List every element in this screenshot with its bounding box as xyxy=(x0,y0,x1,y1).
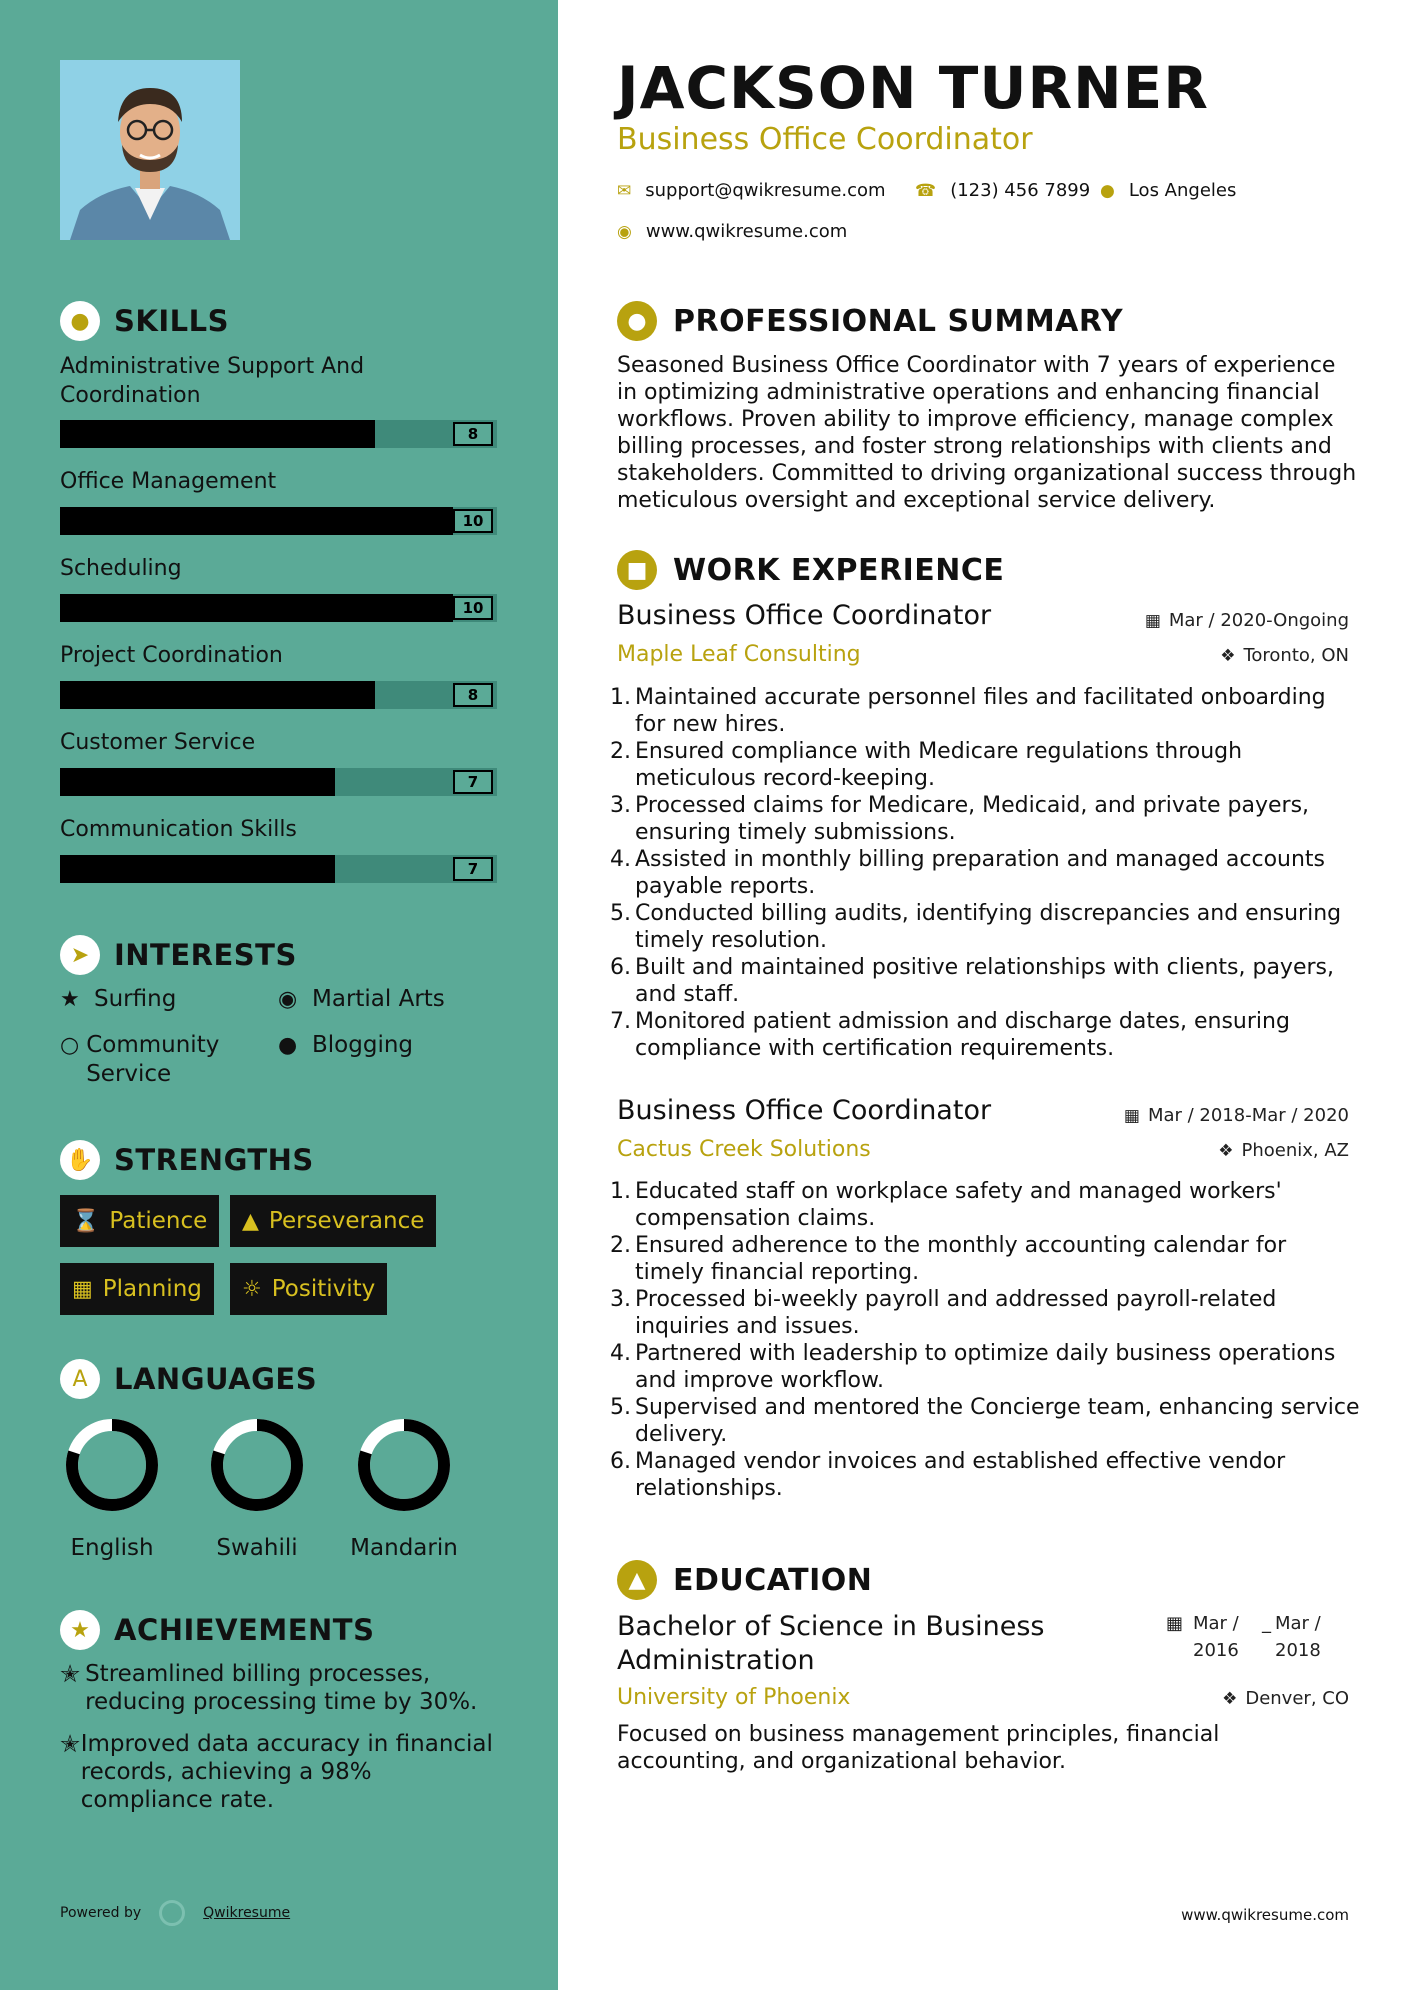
strength-badge xyxy=(230,1263,387,1315)
sun-icon: ☼ xyxy=(242,1276,262,1302)
skill-name: Scheduling xyxy=(60,556,182,581)
job-dates xyxy=(1145,610,1349,631)
achievement-item xyxy=(60,1730,500,1814)
powered-prefix: Powered by xyxy=(60,1905,142,1921)
map-pin-icon: ● xyxy=(1100,180,1115,201)
job-location-text: Phoenix, AZ xyxy=(1241,1140,1349,1161)
job-bullets xyxy=(610,684,1360,1062)
edu-dash: _ xyxy=(1262,1613,1271,1634)
language-donut xyxy=(356,1417,452,1513)
user-icon: ● xyxy=(617,301,657,341)
interests-title: INTERESTS xyxy=(114,938,297,972)
skill-name: Office Management xyxy=(60,469,277,494)
contact-website xyxy=(617,221,847,242)
skill-level: 10 xyxy=(453,509,493,533)
summary-text: Seasoned Business Office Coordinator with 7 years of experience in optimizing administrative operations and enhancing financial workflows. Proven ability to improve efficiency, manage complex billing processes, and foster strong relationships with clients and stakeholders. Committed to driving organizational success through meticulous oversight and exceptional service delivery. xyxy=(617,353,1357,513)
language-icon: A xyxy=(60,1359,100,1399)
interest-label: Martial Arts xyxy=(312,986,445,1012)
paper-plane-icon: ➤ xyxy=(60,935,100,975)
profile-photo xyxy=(60,60,240,240)
interest-label: Blogging xyxy=(312,1032,414,1058)
experience-header xyxy=(617,550,1004,590)
languages-header xyxy=(60,1359,317,1399)
globe-icon: ◉ xyxy=(617,221,632,242)
star-badge-icon: ✭ xyxy=(60,1730,81,1758)
skills-title: SKILLS xyxy=(114,304,229,338)
star-icon: ★ xyxy=(60,987,80,1012)
strength-badge xyxy=(60,1195,219,1247)
skill-bar-fill xyxy=(60,681,375,709)
list-item: 2. Ensured compliance with Medicare regulations through meticulous record-keeping. xyxy=(610,739,1243,791)
achievements-title: ACHIEVEMENTS xyxy=(114,1613,375,1647)
edu-start xyxy=(1193,1610,1239,1664)
footer-url[interactable]: www.qwikresume.com xyxy=(1181,1906,1349,1924)
fist-icon: ✋ xyxy=(60,1140,100,1180)
contact-email xyxy=(617,180,886,201)
edu-start-month: Mar / xyxy=(1193,1613,1239,1634)
lightbulb-icon: ● xyxy=(60,301,100,341)
edu-location xyxy=(1222,1688,1349,1709)
skill-name: Communication Skills xyxy=(60,817,297,842)
envelope-icon: ✉ xyxy=(617,180,632,201)
interest-item xyxy=(278,985,445,1014)
company-name: Maple Leaf Consulting xyxy=(617,642,861,667)
strengths-title: STRENGTHS xyxy=(114,1143,314,1177)
skill-bar xyxy=(60,855,497,883)
interests-header xyxy=(60,935,297,975)
pin-icon: ❖ xyxy=(1220,645,1236,666)
strength-label: Perseverance xyxy=(268,1208,425,1234)
skill-level: 10 xyxy=(453,596,493,620)
list-item: 5. Conducted billing audits, identifying discrepancies and ensuring timely resolution. xyxy=(610,901,1342,953)
strength-badge xyxy=(230,1195,436,1247)
skill-name: Customer Service xyxy=(60,730,256,755)
list-item: 1. Maintained accurate personnel files and facilitated onboarding for new hires. xyxy=(610,685,1326,737)
summary-title: PROFESSIONAL SUMMARY xyxy=(673,303,1124,339)
achievements-header xyxy=(60,1610,374,1650)
strength-badge xyxy=(60,1263,214,1315)
language-donut xyxy=(209,1417,305,1513)
globe-icon: ◉ xyxy=(278,987,298,1012)
language-name: English xyxy=(70,1535,154,1561)
location-text: Los Angeles xyxy=(1128,180,1237,201)
skill-bar-fill xyxy=(60,420,375,448)
pin-icon: ❖ xyxy=(1222,1688,1238,1709)
candidate-name: JACKSON TURNER xyxy=(617,54,1209,122)
calendar-icon: ▦ xyxy=(1166,1613,1184,1634)
language-item xyxy=(47,1417,177,1561)
briefcase-icon: ■ xyxy=(617,550,657,590)
interest-item xyxy=(60,1031,260,1089)
experience-title: WORK EXPERIENCE xyxy=(673,552,1005,588)
job-location xyxy=(1220,645,1349,666)
skill-bar xyxy=(60,594,497,622)
interest-item xyxy=(278,1031,413,1060)
star-badge-icon: ✭ xyxy=(60,1660,81,1688)
skill-bar xyxy=(60,507,497,535)
school-name: University of Phoenix xyxy=(617,1685,851,1710)
calendar-icon: ▦ xyxy=(1123,1105,1140,1126)
skills-header xyxy=(60,301,229,341)
edu-end-year: 2018 xyxy=(1275,1640,1321,1661)
list-item: 1. Educated staff on workplace safety and managed workers' compensation claims. xyxy=(610,1179,1282,1231)
skill-bar xyxy=(60,768,497,796)
skill-bar-fill xyxy=(60,855,335,883)
interest-item xyxy=(60,985,176,1014)
language-donut xyxy=(64,1417,160,1513)
skill-level: 8 xyxy=(453,683,493,707)
language-name: Swahili xyxy=(216,1535,298,1561)
skill-level: 8 xyxy=(453,422,493,446)
edu-location-text: Denver, CO xyxy=(1245,1688,1349,1709)
strength-label: Patience xyxy=(109,1208,208,1234)
job-dates xyxy=(1124,1105,1349,1126)
contact-phone xyxy=(915,180,1090,201)
contact-location xyxy=(1100,180,1236,201)
edu-end-month: Mar / xyxy=(1275,1613,1321,1634)
website-text[interactable]: www.qwikresume.com xyxy=(645,221,848,242)
list-item: 4. Partnered with leadership to optimize daily business operations and improve workflow. xyxy=(610,1341,1336,1393)
job-bullets xyxy=(610,1178,1360,1502)
edu-end xyxy=(1275,1610,1321,1664)
users-icon: ● xyxy=(278,1033,298,1058)
hand-icon: ○ xyxy=(60,1033,80,1058)
education-title: EDUCATION xyxy=(673,1562,873,1598)
skill-bar xyxy=(60,681,497,709)
job-title: Business Office Coordinator xyxy=(617,1095,992,1126)
skill-level: 7 xyxy=(453,857,493,881)
powered-link[interactable]: Qwikresume xyxy=(203,1905,291,1921)
list-item: 7. Monitored patient admission and discharge dates, ensuring compliance with certification requirements. xyxy=(610,1009,1290,1061)
skill-bar-fill xyxy=(60,507,453,535)
skill-bar-fill xyxy=(60,768,335,796)
summary-header xyxy=(617,301,1123,341)
list-item: 3. Processed claims for Medicare, Medicaid, and private payers, ensuring timely submissions. xyxy=(610,793,1310,845)
email-text[interactable]: support@qwikresume.com xyxy=(645,180,886,201)
powered-by xyxy=(60,1900,290,1926)
job-location xyxy=(1218,1140,1349,1161)
languages-title: LANGUAGES xyxy=(114,1362,318,1396)
award-icon: ★ xyxy=(60,1610,100,1650)
skill-level: 7 xyxy=(453,770,493,794)
interest-label: Surfing xyxy=(94,986,177,1012)
skill-name: Project Coordination xyxy=(60,643,283,668)
calendar-icon: ▦ xyxy=(72,1276,93,1302)
company-name: Cactus Creek Solutions xyxy=(617,1137,871,1162)
phone-text[interactable]: (123) 456 7899 xyxy=(950,180,1091,201)
interest-label: Community Service xyxy=(86,1032,220,1087)
list-item: 5. Supervised and mentored the Concierge team, enhancing service delivery. xyxy=(610,1395,1360,1447)
skill-bar xyxy=(60,420,497,448)
education-header xyxy=(617,1560,872,1600)
edu-start-year: 2016 xyxy=(1193,1640,1239,1661)
list-item: 2. Ensured adherence to the monthly accounting calendar for timely financial reporting. xyxy=(610,1233,1287,1285)
language-item xyxy=(192,1417,322,1561)
candidate-role: Business Office Coordinator xyxy=(617,122,1033,157)
sidebar xyxy=(0,0,558,1990)
degree-title: Bachelor of Science in Business Administration xyxy=(617,1611,1045,1676)
road-icon: ▲ xyxy=(242,1208,259,1234)
hourglass-icon: ⌛ xyxy=(72,1208,100,1234)
graduation-cap-icon: ▲ xyxy=(617,1560,657,1600)
achievement-text: Streamlined billing processes, reducing processing time by 30%. xyxy=(85,1661,478,1715)
list-item: 3. Processed bi-weekly payroll and addressed payroll-related inquiries and issues. xyxy=(610,1287,1277,1339)
language-name: Mandarin xyxy=(350,1535,458,1561)
list-item: 6. Managed vendor invoices and established effective vendor relationships. xyxy=(610,1449,1286,1501)
skill-name: Administrative Support And Coordination xyxy=(60,354,365,408)
list-item: 4. Assisted in monthly billing preparation and managed accounts payable reports. xyxy=(610,847,1326,899)
achievement-text: Improved data accuracy in financial records, achieving a 98% compliance rate. xyxy=(80,1731,493,1813)
job-dates-text: Mar / 2020-Ongoing xyxy=(1168,610,1349,631)
language-item xyxy=(339,1417,469,1561)
skill-bar-fill xyxy=(60,594,453,622)
strength-label: Planning xyxy=(102,1276,202,1302)
list-item: 6. Built and maintained positive relationships with clients, payers, and staff. xyxy=(610,955,1334,1007)
job-location-text: Toronto, ON xyxy=(1243,645,1349,666)
phone-icon: ☎ xyxy=(915,180,937,201)
achievement-item xyxy=(60,1660,500,1716)
job-dates-text: Mar / 2018-Mar / 2020 xyxy=(1147,1105,1349,1126)
strength-label: Positivity xyxy=(271,1276,376,1302)
education-description: Focused on business management principles, financial accounting, and organizational behavior. xyxy=(617,1722,1220,1774)
qwikresume-logo-icon xyxy=(159,1900,185,1926)
strengths-header xyxy=(60,1140,314,1180)
pin-icon: ❖ xyxy=(1218,1140,1234,1161)
job-title: Business Office Coordinator xyxy=(617,600,992,631)
calendar-icon: ▦ xyxy=(1144,610,1161,631)
